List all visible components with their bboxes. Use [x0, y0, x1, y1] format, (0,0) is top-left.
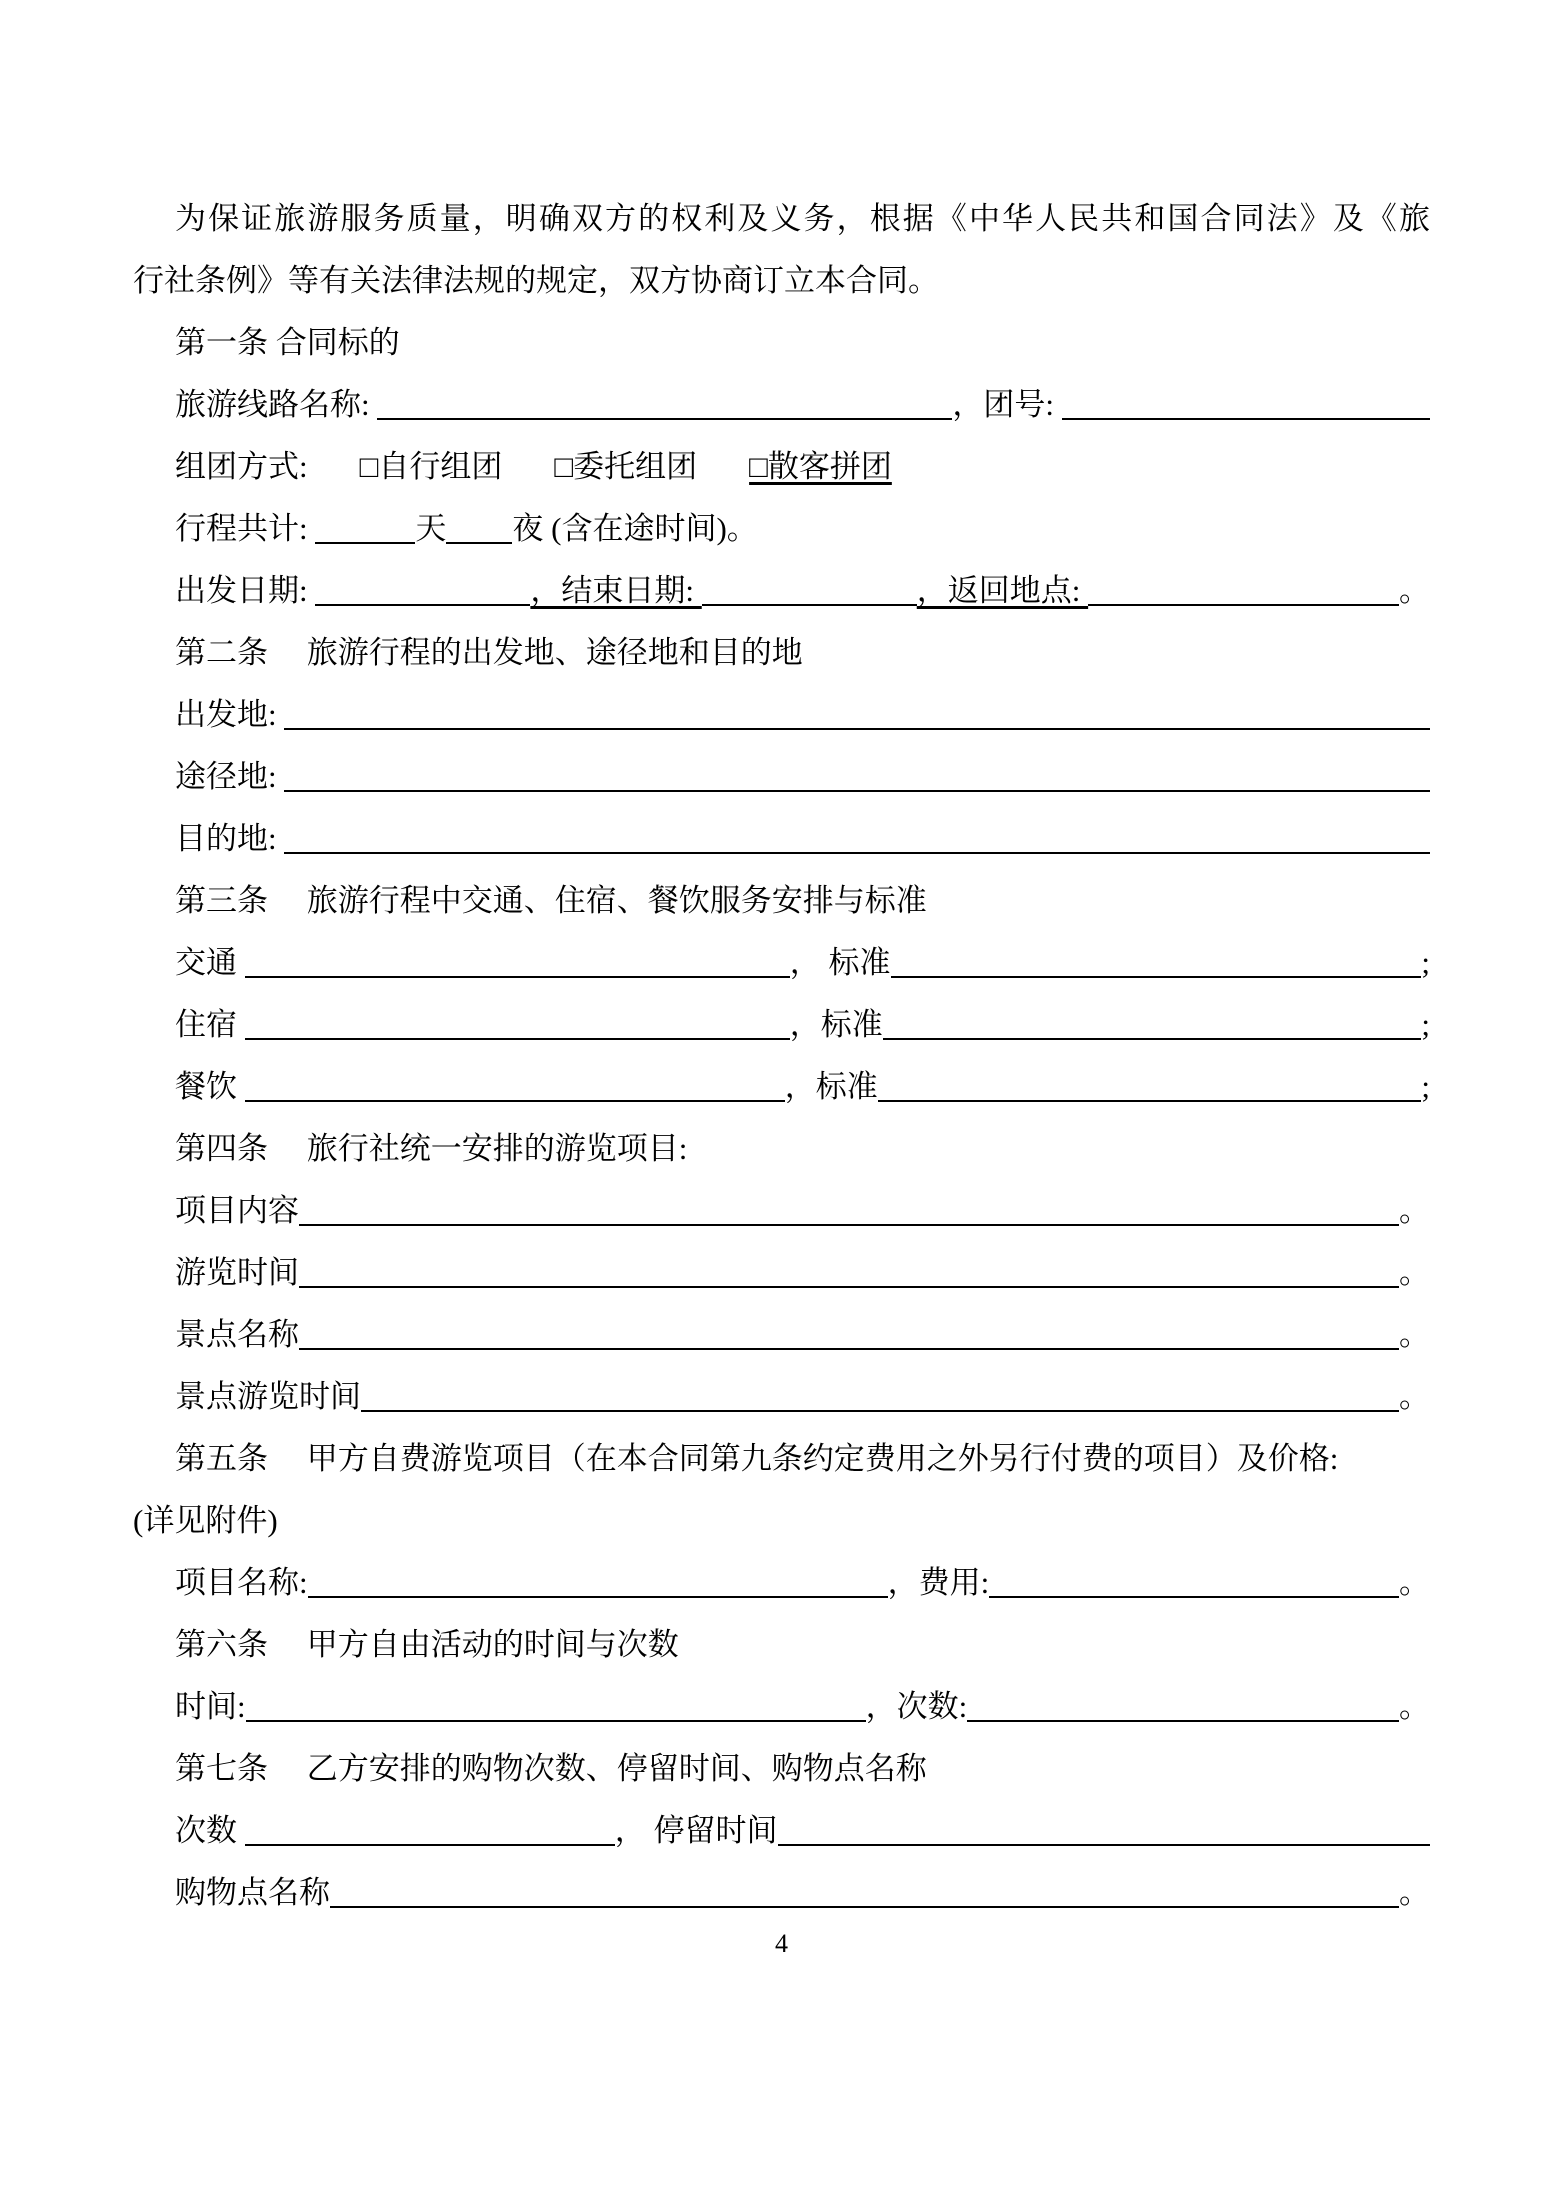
shopping-count-label: 次数 [175, 1813, 245, 1848]
checkbox-option-joined-tour[interactable]: □散客拼团 [749, 449, 892, 484]
grouping-mode-line [133, 436, 1430, 498]
lodging-standard-label: ，标准 [789, 1007, 883, 1042]
group-number-blank[interactable] [1062, 418, 1430, 420]
duration-label: 行程共计: [175, 511, 316, 546]
line-end-period: 。 [1399, 1317, 1430, 1352]
meals-line [133, 1056, 1430, 1118]
intro-paragraph-line2: 行社条例》等有关法律法规的规定，双方协商订立本合同。 [133, 263, 939, 298]
lodging-blank[interactable] [245, 1038, 790, 1040]
item-content-line [133, 1180, 1430, 1242]
free-time-blank[interactable] [246, 1720, 866, 1722]
page-number: 4 [775, 1929, 788, 1958]
line-end-semicolon: ; [1421, 1007, 1430, 1042]
return-place-label: ，返回地点: [916, 573, 1089, 608]
line-end-semicolon: ; [1421, 1069, 1430, 1104]
article3-heading-line [133, 870, 1430, 932]
via-line [133, 746, 1430, 808]
line-end-period: 。 [1399, 1193, 1430, 1228]
article6-heading-line [133, 1614, 1430, 1676]
attachment-note-line [133, 1490, 1430, 1552]
line-end-period: 。 [1399, 1565, 1430, 1600]
stay-time-label: ， 停留时间 [614, 1813, 778, 1848]
line-end-period: 。 [1399, 1379, 1430, 1414]
origin-label: 出发地: [175, 697, 285, 732]
article5-heading: 第五条 甲方自费游览项目（在本合同第九条约定费用之外另行付费的项目）及价格: [175, 1441, 1339, 1476]
contract-body [133, 188, 1430, 1924]
dates-line [133, 560, 1430, 622]
duration-days-blank[interactable] [315, 542, 415, 544]
article5-heading-line [133, 1428, 1430, 1490]
return-place-blank[interactable] [1088, 604, 1399, 606]
origin-blank[interactable] [284, 728, 1430, 730]
tour-time-line [133, 1242, 1430, 1304]
lodging-label: 住宿 [175, 1007, 245, 1042]
transport-standard-label: ， 标准 [789, 945, 891, 980]
meals-standard-label: ，标准 [784, 1069, 878, 1104]
lodging-line [133, 994, 1430, 1056]
item-content-label: 项目内容 [175, 1193, 299, 1228]
line-end-period: 。 [1399, 1689, 1430, 1724]
shopping-count-line [133, 1800, 1430, 1862]
end-date-blank[interactable] [702, 604, 917, 606]
line-end-semicolon: ; [1421, 945, 1430, 980]
tour-time-label: 游览时间 [175, 1255, 299, 1290]
group-number-label: ，团号: [952, 387, 1062, 422]
article4-heading: 第四条 旅行社统一安排的游览项目: [175, 1131, 688, 1166]
article4-heading-line [133, 1118, 1430, 1180]
depart-date-label: 出发日期: [175, 573, 316, 608]
stay-time-blank[interactable] [778, 1844, 1431, 1846]
article2-heading: 第二条 旅游行程的出发地、途径地和目的地 [175, 635, 803, 670]
attachment-note: (详见附件) [133, 1503, 278, 1538]
meals-label: 餐饮 [175, 1069, 245, 1104]
scenic-time-label: 景点游览时间 [175, 1379, 361, 1414]
article3-heading: 第三条 旅游行程中交通、住宿、餐饮服务安排与标准 [175, 883, 927, 918]
route-name-label: 旅游线路名称: [175, 387, 378, 422]
item-content-blank[interactable] [299, 1224, 1399, 1226]
article6-heading: 第六条 甲方自由活动的时间与次数 [175, 1627, 679, 1662]
paid-item-fee-blank[interactable] [989, 1596, 1399, 1598]
checkbox-option-self-organized[interactable]: □自行组团 [359, 449, 503, 484]
transport-line [133, 932, 1430, 994]
article1-heading-line [133, 312, 1430, 374]
night-unit-label: 夜 (含在途时间)。 [512, 511, 758, 546]
article7-heading-line [133, 1738, 1430, 1800]
shop-name-blank[interactable] [330, 1906, 1399, 1908]
scenic-time-line [133, 1366, 1430, 1428]
meals-standard-blank[interactable] [878, 1100, 1422, 1102]
article1-heading: 第一条 合同标的 [175, 325, 400, 360]
destination-line [133, 808, 1430, 870]
destination-label: 目的地: [175, 821, 285, 856]
article7-heading: 第七条 乙方安排的购物次数、停留时间、购物点名称 [175, 1751, 927, 1786]
paid-item-line [133, 1552, 1430, 1614]
scenic-name-label: 景点名称 [175, 1317, 299, 1352]
grouping-mode-label: 组团方式: [175, 449, 308, 484]
duration-line [133, 498, 1430, 560]
route-name-line [133, 374, 1430, 436]
line-end-period: 。 [1399, 573, 1430, 608]
via-label: 途径地: [175, 759, 285, 794]
end-date-label: ，结束日期: [530, 573, 702, 608]
shop-name-label: 购物点名称 [175, 1875, 330, 1910]
free-time-label: 时间: [175, 1689, 246, 1724]
transport-standard-blank[interactable] [891, 976, 1422, 978]
free-time-count-blank[interactable] [967, 1720, 1399, 1722]
free-time-count-label: ，次数: [865, 1689, 968, 1724]
route-name-blank[interactable] [377, 418, 952, 420]
day-unit-label: 天 [415, 511, 447, 546]
transport-label: 交通 [175, 945, 245, 980]
destination-blank[interactable] [284, 852, 1430, 854]
article2-heading-line [133, 622, 1430, 684]
meals-blank[interactable] [245, 1100, 785, 1102]
origin-line [133, 684, 1430, 746]
paid-item-name-blank[interactable] [308, 1596, 888, 1598]
via-blank[interactable] [284, 790, 1430, 792]
scenic-name-blank[interactable] [299, 1348, 1399, 1350]
paid-item-fee-label: ，费用: [887, 1565, 990, 1600]
line-end-period: 。 [1399, 1875, 1430, 1910]
duration-nights-blank[interactable] [446, 542, 512, 544]
line-end-period: 。 [1399, 1255, 1430, 1290]
free-time-line [133, 1676, 1430, 1738]
tour-time-blank[interactable] [299, 1286, 1399, 1288]
intro-paragraph-line1: 为保证旅游服务质量，明确双方的权利及义务，根据《中华人民共和国合同法》及《旅 [175, 201, 1430, 236]
checkbox-option-entrusted[interactable]: □委托组团 [554, 449, 698, 484]
shopping-count-blank[interactable] [245, 1844, 615, 1846]
transport-blank[interactable] [245, 976, 790, 978]
lodging-standard-blank[interactable] [883, 1038, 1422, 1040]
scenic-time-blank[interactable] [361, 1410, 1399, 1412]
paid-item-name-label: 项目名称: [175, 1565, 308, 1600]
shop-name-line [133, 1862, 1430, 1924]
depart-date-blank[interactable] [315, 604, 530, 606]
scenic-name-line [133, 1304, 1430, 1366]
